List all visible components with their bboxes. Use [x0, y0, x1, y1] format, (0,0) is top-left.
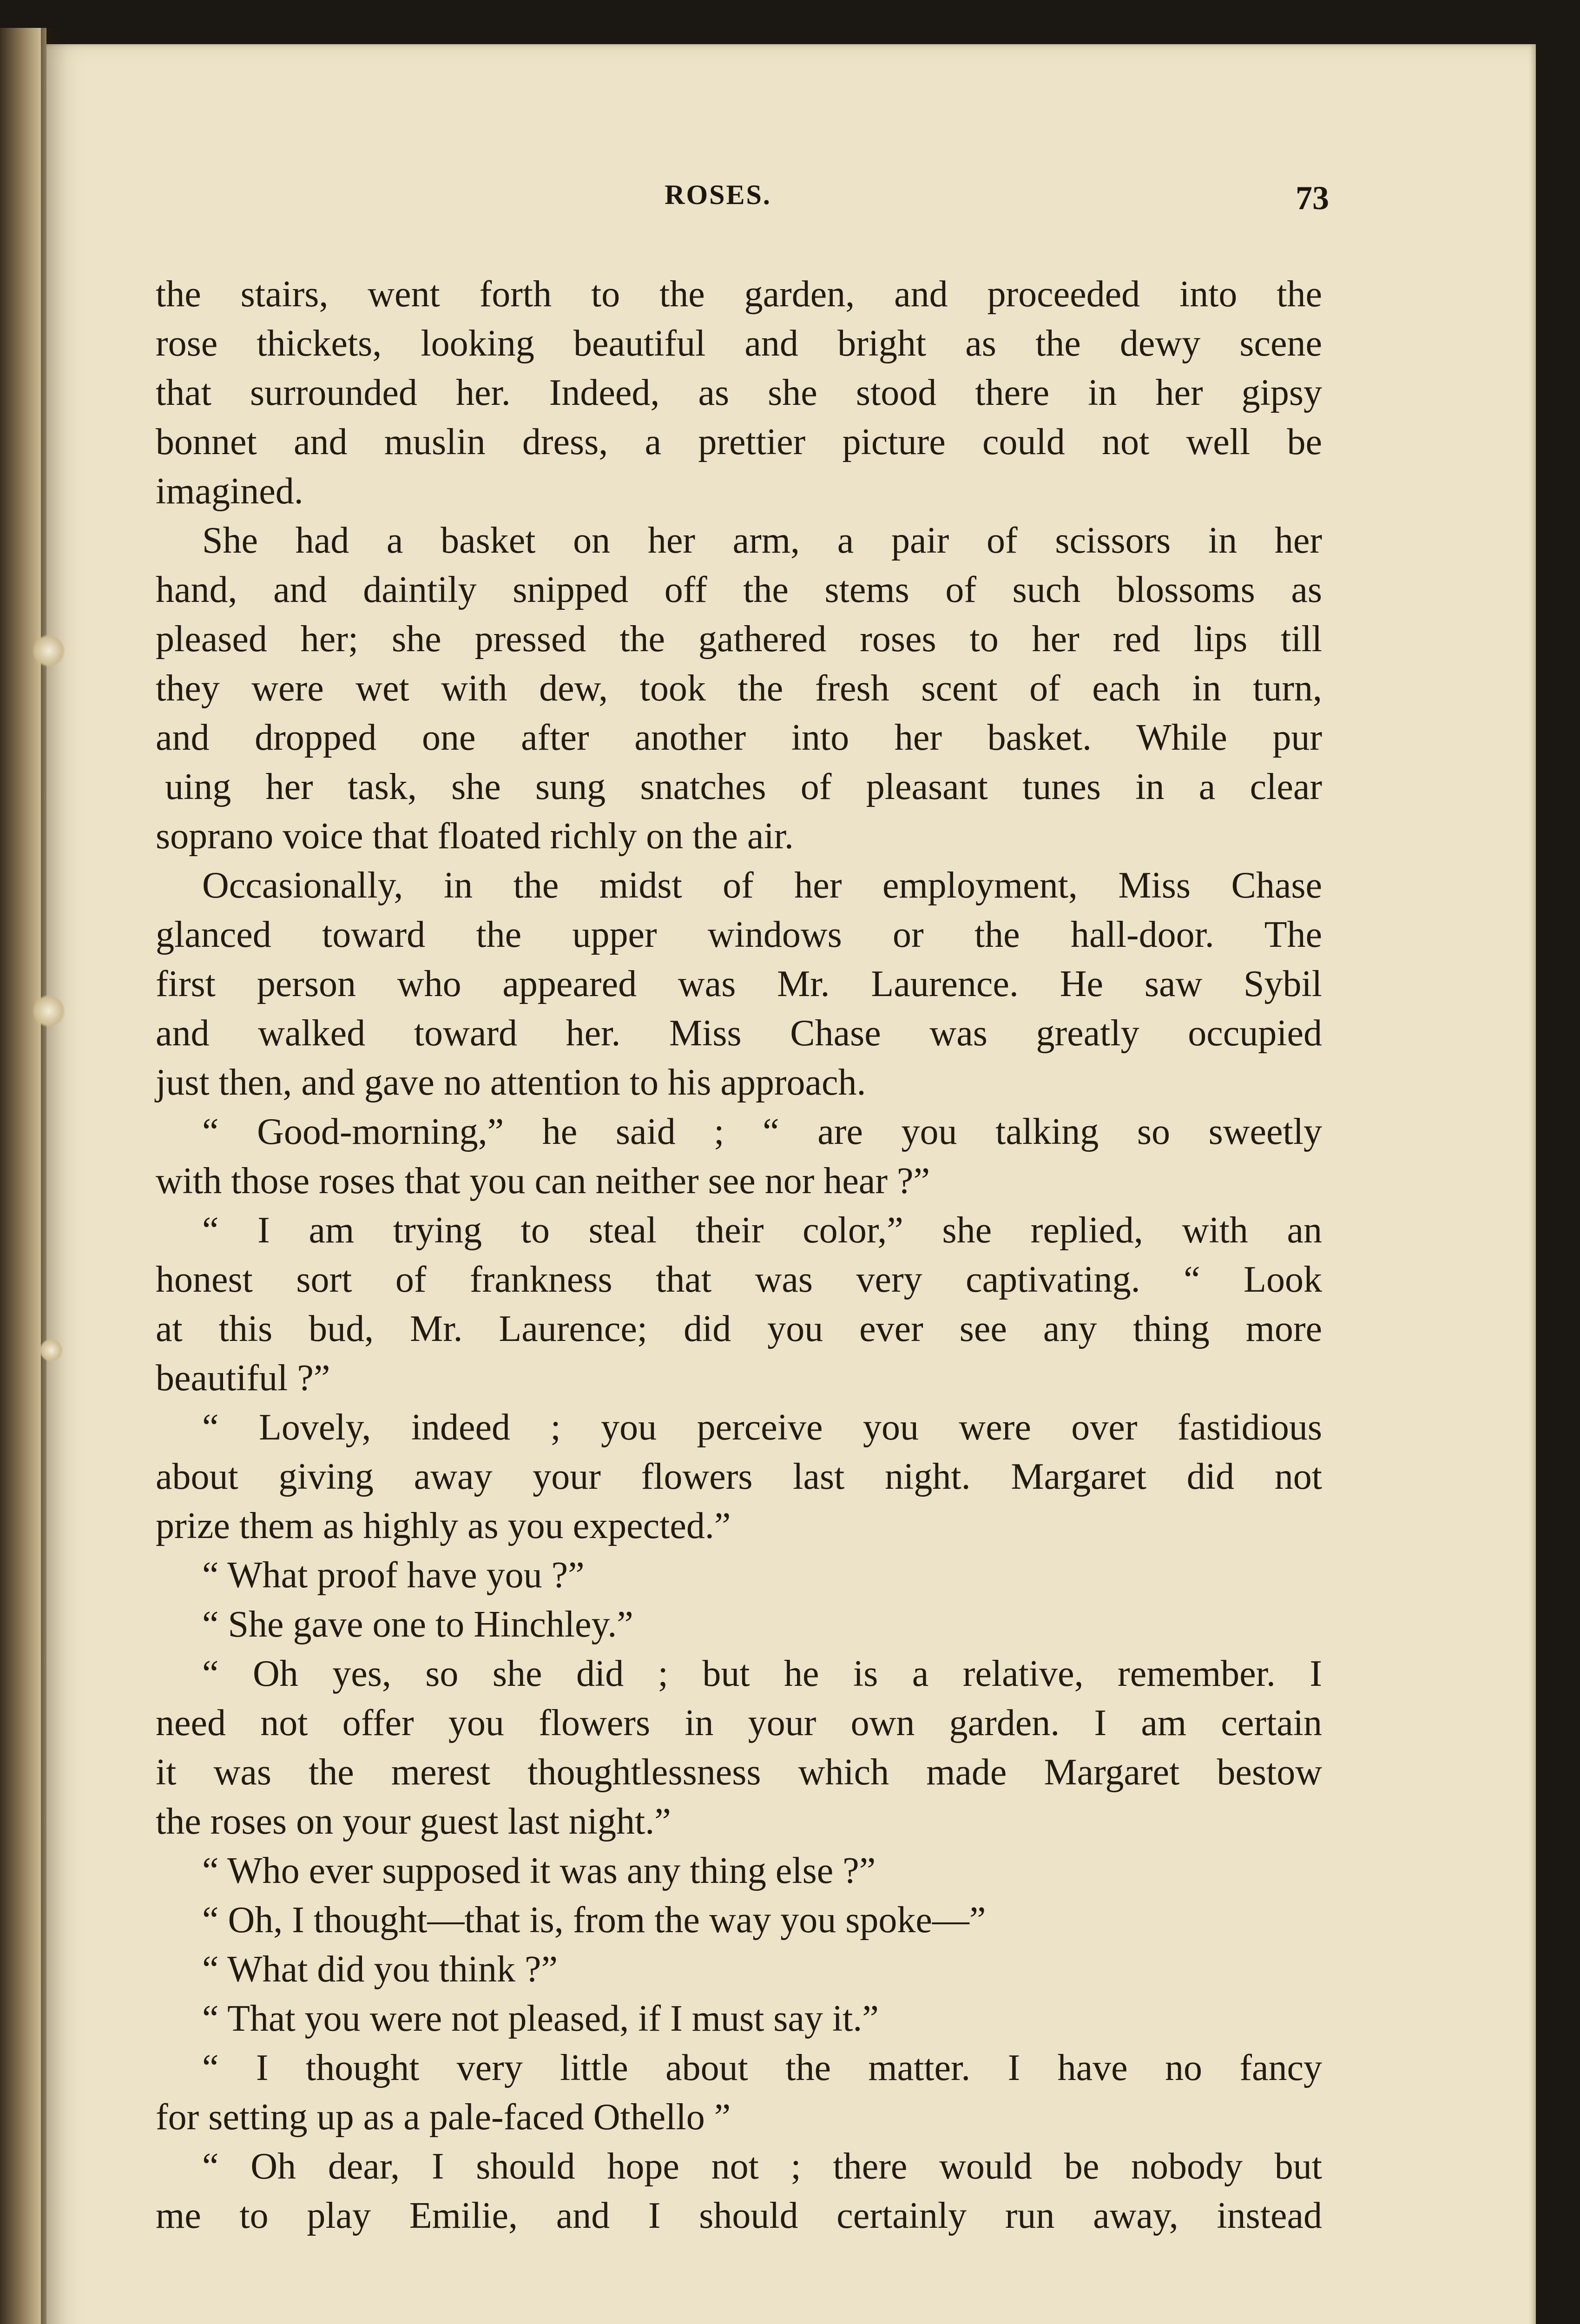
- text-line: “ Oh, I thought—that is, from the way you spoke—”: [202, 1900, 986, 1941]
- text-line: the stairs, went forth to the garden, and proceeded into the: [156, 274, 1322, 315]
- text-line: “ Oh yes, so she did ; but he is a relative, remember. I: [202, 1653, 1322, 1694]
- text-line: they were wet with dew, took the fresh scent of each in turn,: [156, 668, 1322, 709]
- text-line: about giving away your flowers last night. Margaret did not: [156, 1456, 1322, 1497]
- text-line: She had a basket on her arm, a pair of scissors in her: [202, 520, 1322, 561]
- text-line: “ Oh dear, I should hope not ; there would be nobody but: [202, 2146, 1322, 2187]
- page-number: 73: [1296, 179, 1329, 217]
- text-line: imagined.: [156, 471, 303, 512]
- text-line: bonnet and muslin dress, a prettier picture could not well be: [156, 422, 1322, 462]
- text-line: “ She gave one to Hinchley.”: [202, 1604, 633, 1645]
- text-line: uing her task, she sung snatches of pleasant tunes in a clear: [165, 766, 1322, 807]
- text-line: with those roses that you can neither see nor hear ?”: [156, 1161, 930, 1202]
- running-head: [107, 179, 1329, 221]
- text-line: “ Lovely, indeed ; you perceive you were over fastidious: [202, 1407, 1322, 1448]
- text-line: “ What proof have you ?”: [202, 1555, 585, 1596]
- running-head-title: ROSES.: [665, 179, 771, 210]
- text-line: Occasionally, in the midst of her employment, Miss Chase: [202, 865, 1322, 906]
- binding-stitch-hole: [33, 634, 65, 667]
- body-text: [156, 270, 1322, 2240]
- text-line: and dropped one after another into her basket. While pur: [156, 717, 1322, 758]
- text-line: first person who appeared was Mr. Laurence. He saw Sybil: [156, 964, 1322, 1004]
- text-line: pleased her; she pressed the gathered roses to her red lips till: [156, 619, 1322, 660]
- text-line: rose thickets, looking beautiful and bright as the dewy scene: [156, 323, 1322, 364]
- text-line: at this bud, Mr. Laurence; did you ever see any thing more: [156, 1308, 1322, 1349]
- text-line: it was the merest thoughtlessness which made Margaret bestow: [156, 1752, 1322, 1793]
- text-line: beautiful ?”: [156, 1358, 330, 1399]
- text-line: “ I am trying to steal their color,” she replied, with an: [202, 1210, 1322, 1251]
- text-line: hand, and daintily snipped off the stems of such blossoms as: [156, 569, 1322, 610]
- binding-stitch-hole: [40, 1339, 63, 1362]
- text-line: that surrounded her. Indeed, as she stood there in her gipsy: [156, 372, 1322, 413]
- text-line: “ Good-morning,” he said ; “ are you talking so sweetly: [202, 1111, 1322, 1152]
- text-line: soprano voice that floated richly on the air.: [156, 816, 794, 857]
- text-line: prize them as highly as you expected.”: [156, 1505, 731, 1546]
- text-line: “ That you were not pleased, if I must say it.”: [202, 1998, 879, 2039]
- text-line: “ Who ever supposed it was any thing else ?”: [202, 1850, 876, 1891]
- text-line: just then, and gave no attention to his approach.: [156, 1062, 866, 1103]
- text-line: “ What did you think ?”: [202, 1949, 558, 1990]
- text-line: “ I thought very little about the matter. I have no fancy: [202, 2047, 1322, 2088]
- text-line: honest sort of frankness that was very captivating. “ Look: [156, 1259, 1322, 1300]
- text-line: need not offer you flowers in your own garden. I am certain: [156, 1703, 1322, 1743]
- text-line: glanced toward the upper windows or the hall-door. The: [156, 914, 1322, 955]
- text-line: and walked toward her. Miss Chase was greatly occupied: [156, 1013, 1322, 1054]
- text-line: for setting up as a pale-faced Othello ”: [156, 2097, 731, 2138]
- binding-stitch-hole: [33, 995, 65, 1027]
- facing-page-edge: [0, 28, 46, 2324]
- text-line: the roses on your guest last night.”: [156, 1801, 671, 1842]
- text-line: me to play Emilie, and I should certainly run away, instead: [156, 2195, 1322, 2236]
